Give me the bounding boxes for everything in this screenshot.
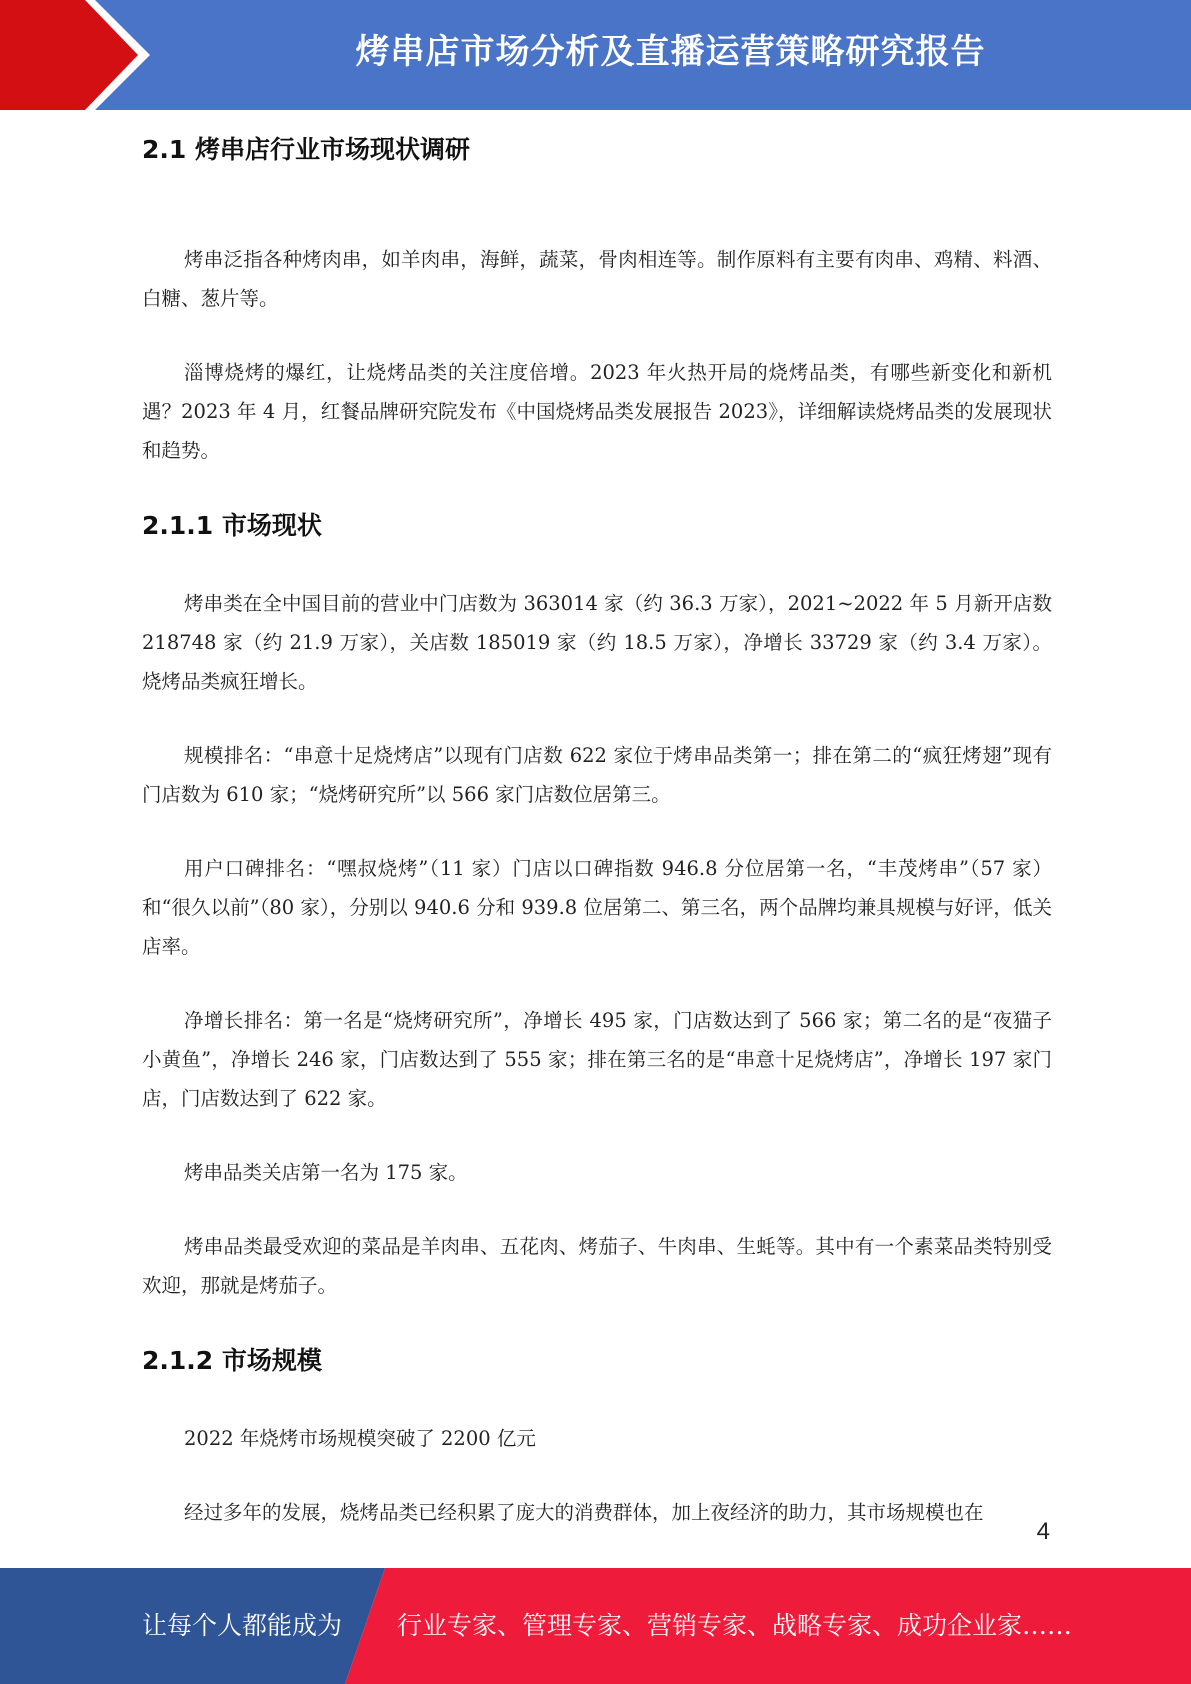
paragraph: 2022 年烧烤市场规模突破了 2200 亿元 xyxy=(184,1427,536,1450)
paragraph: 烤串类在全中国目前的营业中门店数为 363014 家（约 36.3 万家），2021~2022 年 5 月新开店数 218748 家（约 21.9 万家），关店数 185019 家（约 18.5 万家），净增长 33729 家（约 3.4 万家）。烧烤品类疯狂增长。 xyxy=(142,592,1052,693)
page-number: 4 xyxy=(1036,1518,1050,1545)
paragraph: 规模排名：“串意十足烧烤店”以现有门店数 622 家位于烤串品类第一；排在第二的“疯狂烤翅”现有门店数为 610 家；“烧烤研究所”以 566 家门店数位居第三。 xyxy=(142,744,1052,806)
paragraph: 经过多年的发展，烧烤品类已经积累了庞大的消费群体，加上夜经济的助力，其市场规模也在 xyxy=(184,1501,984,1524)
paragraph: 净增长排名：第一名是“烧烤研究所”，净增长 495 家，门店数达到了 566 家；第二名的是“夜猫子小黄鱼”，净增长 246 家，门店数达到了 555 家；排在第三名的是“串意十足烧烤店”，净增长 197 家门店，门店数达到了 622 家。 xyxy=(142,1009,1052,1110)
report-title: 烤串店市场分析及直播运营策略研究报告 xyxy=(355,32,986,72)
footer-slogan-right: 行业专家、管理专家、营销专家、战略专家、成功企业家…… xyxy=(397,1611,1073,1640)
paragraph: 烤串品类最受欢迎的菜品是羊肉串、五花肉、烤茄子、牛肉串、生蚝等。其中有一个素菜品类特别受欢迎，那就是烤茄子。 xyxy=(142,1235,1052,1297)
paragraph: 用户口碑排名：“嘿叔烧烤”（11 家）门店以口碑指数 946.8 分位居第一名，“丰茂烤串”（57 家）和“很久以前”（80 家），分别以 940.6 分和 939.8 位居第二、第三名，两个品牌均兼具规模与好评，低关店率。 xyxy=(142,857,1052,958)
paragraph: 烤串品类关店第一名为 175 家。 xyxy=(184,1161,468,1184)
section-heading-2-1: 2.1 烤串店行业市场现状调研 xyxy=(142,135,470,164)
section-heading-2-1-2: 2.1.2 市场规模 xyxy=(142,1346,322,1375)
paragraph: 淄博烧烤的爆红，让烧烤品类的关注度倍增。2023 年火热开局的烧烤品类，有哪些新变化和新机遇？2023 年 4 月，红餐品牌研究院发布《中国烧烤品类发展报告 2023》，详细解读烧烤品类的发展现状和趋势。 xyxy=(142,361,1052,462)
header-banner xyxy=(0,0,1191,110)
section-heading-2-1-1: 2.1.1 市场现状 xyxy=(142,511,322,540)
document-body xyxy=(142,130,1052,1532)
paragraph: 烤串泛指各种烤肉串，如羊肉串，海鲜，蔬菜，骨肉相连等。制作原料有主要有肉串、鸡精、料酒、白糖、葱片等。 xyxy=(142,248,1052,310)
footer-banner xyxy=(0,1568,1191,1684)
footer-slogan-left: 让每个人都能成为 xyxy=(142,1611,343,1640)
